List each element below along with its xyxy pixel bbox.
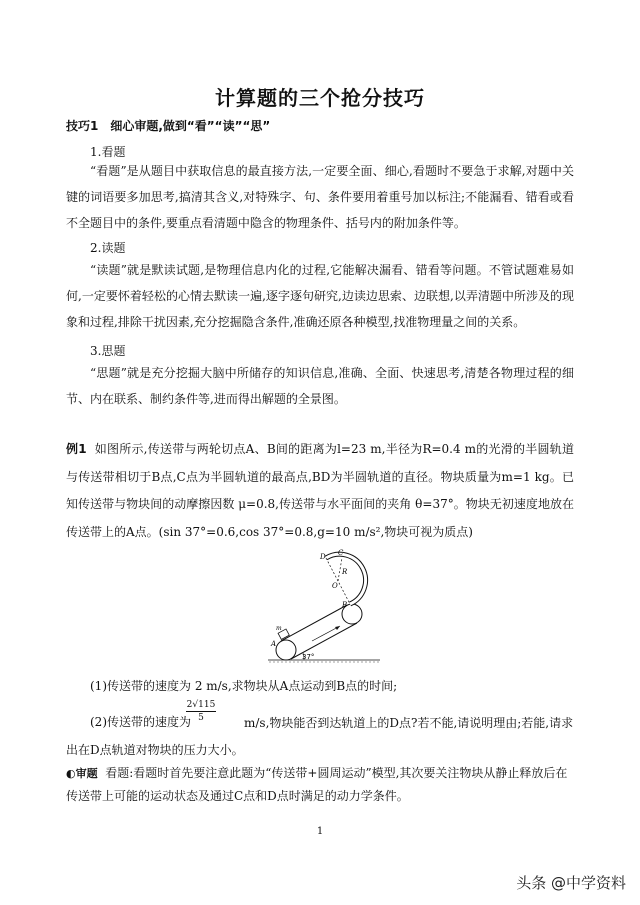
section-heading: 技巧1 细心审题,做到“看”“读”“思” [66, 119, 271, 133]
label-r: R [342, 568, 348, 576]
paragraph-kan: “看题”是从题目中获取信息的最直接方法,一定要全面、细心,看题时不要急于求解,对题中关键的词语要多加思考,搞清其含义,对特殊字、句、条件要用着重号加以标注;不能漏看、错看或看不全题目中的条件,要重点看清题中隐含的物理条件、括号内的附加条件等。 [66, 164, 574, 230]
page-title: 计算题的三个抢分技巧 [215, 86, 425, 110]
fraction-denominator: 5 [198, 713, 204, 723]
label-angle: 37° [302, 653, 315, 661]
label-c: C [338, 549, 344, 557]
subheading-du: 2.读题 [90, 241, 126, 255]
tip-label: ◐审题 [66, 767, 98, 780]
label-m: m [276, 625, 282, 632]
page-number: 1 [316, 826, 324, 837]
subheading-si: 3.思题 [90, 344, 126, 358]
conveyor-diagram [264, 543, 384, 667]
belt-top [281, 605, 347, 641]
label-a: A [271, 640, 277, 648]
label-d: D [320, 553, 326, 561]
example-label: 例1 [66, 442, 87, 456]
fraction-numerator: 2√115 [186, 700, 216, 710]
direction-arrow [312, 626, 340, 641]
review-tip [66, 762, 574, 808]
paragraph-si: “思题”就是充分挖掘大脑中所储存的知识信息,准确、全面、快速思考,清楚各物理过程的细节、内在联系、制约条件等,进而得出解题的全景图。 [66, 366, 574, 406]
paragraph-du: “读题”就是默读试题,是物理信息内化的过程,它能解决漏看、错看等问题。不管试题难易如何,一定要怀着轻松的心情去默读一遍,逐字逐句研究,边读边思索、边联想,以弄清题中所涉及的现象和过程,排除干扰因素,充分挖掘隐含条件,准确还原各种模型,找准物理量之间的关系。 [66, 263, 574, 329]
label-o: O [332, 582, 338, 590]
belt-bottom [291, 623, 357, 659]
example-text: 如图所示,传送带与两轮切点A、B间的距离为l=23 m,半径为R=0.4 m的光滑的半圆轨道与传送带相切于B点,C点为半圆轨道的最高点,BD为半圆轨道的直径。物块质量为m=1 kg。已知传送带与物块间的动摩擦因数 μ=0.8,传送带与水平面间的夹角 θ=37°。物块无初速度地放在传送带上的A点。(sin 37°=0.6,cos 37°=0.8,g=10 m/s²,物块可视为质点) [66, 442, 574, 539]
question-1: (1)传送带的速度为 2 m/s,求物块从A点运动到B点的时间; [90, 679, 398, 693]
tip-text: 看题:看题时首先要注意此题为“传送带+圆周运动”模型,其次要关注物块从静止释放后在传送带上可能的运动状态及通过C点和D点时满足的动力学条件。 [66, 766, 568, 803]
question-2-prefix: (2)传送带的速度为 [90, 715, 191, 729]
example-problem [66, 436, 574, 546]
track-inner [326, 554, 366, 604]
arrow-head [335, 626, 340, 630]
watermark: 头条 @中学资料 [516, 874, 626, 892]
question-2-suffix: m/s,物块能否到达轨道上的D点?若不能,请说明理由;若能,请求出在D点轨道对物块的压力大小。 [66, 716, 574, 757]
subheading-kan: 1.看题 [90, 145, 126, 159]
pulley-a [276, 640, 296, 660]
label-b: B [342, 601, 348, 609]
